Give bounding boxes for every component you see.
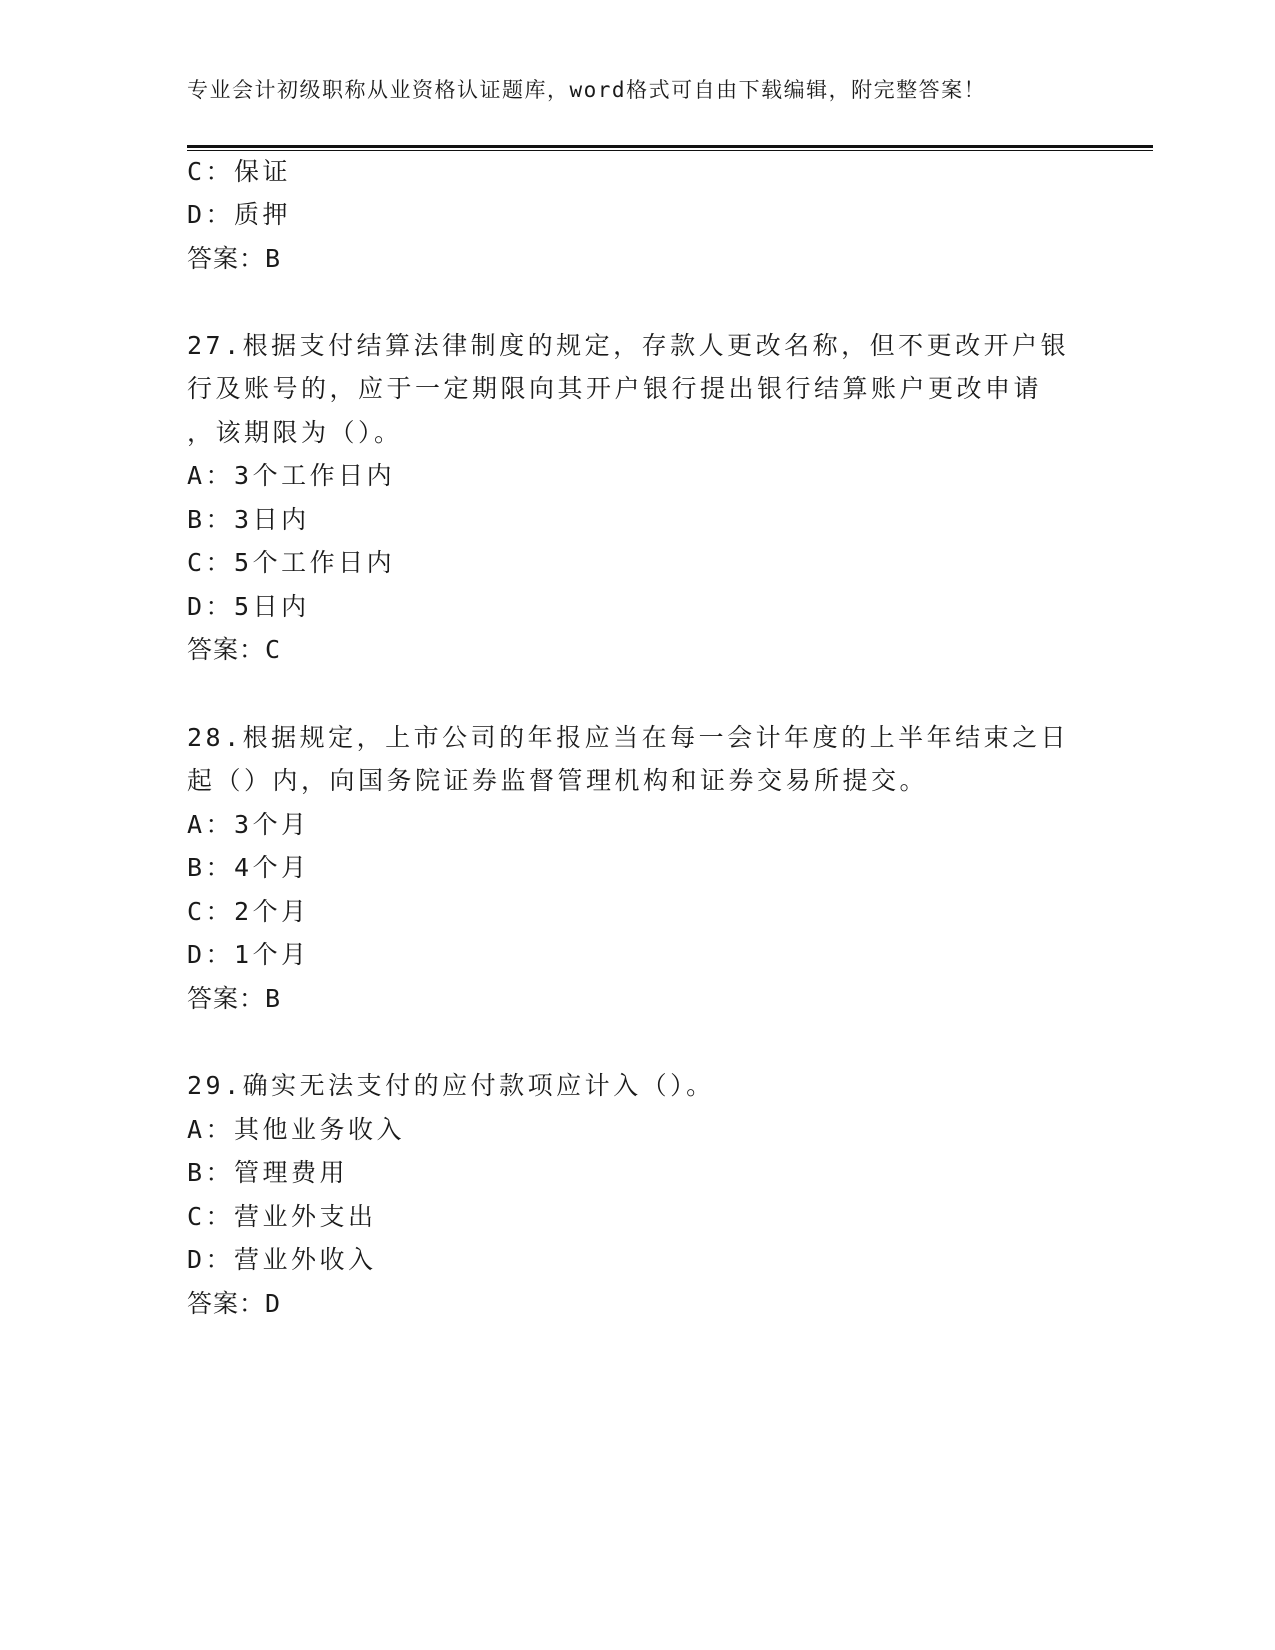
q27-stem-line-1: 27.根据支付结算法律制度的规定，存款人更改名称，但不更改开户银 bbox=[187, 331, 1070, 360]
q29-option-a: A：其他业务收入 bbox=[187, 1115, 406, 1144]
q27-option-c: C：5个工作日内 bbox=[187, 548, 396, 577]
q27-answer: 答案：C bbox=[187, 635, 282, 664]
q28-answer: 答案：B bbox=[187, 984, 282, 1013]
prev-option-c: C：保证 bbox=[187, 157, 292, 186]
q28-option-c: C：2个月 bbox=[187, 897, 310, 926]
prev-answer: 答案：B bbox=[187, 244, 282, 273]
q27-option-d: D：5日内 bbox=[187, 592, 310, 621]
q27-stem-line-2: 行及账号的，应于一定期限向其开户银行提出银行结算账户更改申请 bbox=[187, 374, 1043, 403]
q28-option-d: D：1个月 bbox=[187, 940, 310, 969]
header-text: 专业会计初级职称从业资格认证题库，word格式可自由下载编辑，附完整答案！ bbox=[187, 78, 987, 102]
q27-option-a: A：3个工作日内 bbox=[187, 461, 396, 490]
q28-stem-line-1: 28.根据规定，上市公司的年报应当在每一会计年度的上半年结束之日 bbox=[187, 723, 1070, 752]
header-rule-thick bbox=[187, 145, 1153, 148]
header-rule-thin bbox=[187, 150, 1153, 151]
q28-option-a: A：3个月 bbox=[187, 810, 310, 839]
q28-stem-line-2: 起（）内，向国务院证券监督管理机构和证券交易所提交。 bbox=[187, 766, 929, 795]
q29-answer: 答案：D bbox=[187, 1289, 282, 1318]
q29-option-c: C：营业外支出 bbox=[187, 1202, 377, 1231]
q28-option-b: B：4个月 bbox=[187, 853, 310, 882]
q29-option-b: B：管理费用 bbox=[187, 1158, 349, 1187]
q29-option-d: D：营业外收入 bbox=[187, 1245, 377, 1274]
prev-option-d: D：质押 bbox=[187, 200, 292, 229]
q27-option-b: B：3日内 bbox=[187, 505, 310, 534]
q29-stem-line-1: 29.确实无法支付的应付款项应计入（）。 bbox=[187, 1071, 715, 1100]
q27-stem-line-3: ，该期限为（）。 bbox=[187, 418, 403, 447]
